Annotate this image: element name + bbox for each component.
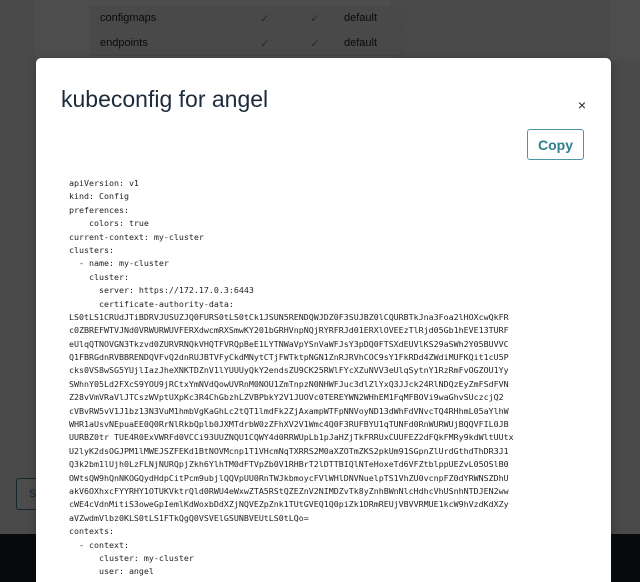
code-line: UURBZ0tr TUE4R0ExVWRFd0VCCi93UUZNQU1CQWY4d0RRWUpLb1pJaHZjTkFRRUxCUUFEZ2dFQkFMRy9kdWltUUtx	[69, 432, 514, 443]
check-icon[interactable]: ✓	[310, 12, 320, 25]
code-line: preferences:	[69, 204, 129, 215]
code-line: cks0VS8wSG5YUjlIazJheXNKTDZnV1lYUUUyQkY2endsZU9CK25RWlFYcXZuNVV3eUlqSytnY1RzRmFvOGZOU1Yy	[69, 365, 509, 376]
code-line: colors: true	[69, 218, 149, 229]
close-icon[interactable]: ×	[577, 97, 587, 113]
code-line: akV6OXhxcFYYRHY1OTUKVktrQld0RWU4eWxwZTA5RStQZEZnV2NIMDZvTk8yZnhBWnNlcHdhcVhUSnhNTDJEN2ww	[69, 485, 509, 496]
code-line: cVBvRW5vV1J1bz13N3VuM1hmbVgKaGhLc2tQT1lmdFk2ZjAxampWTFpNNVoyND13dWhFdVNvcTQ4RHhmL05aYlhW	[69, 405, 509, 416]
code-line: c0ZBREFWTVJNd0VRWURWUVFERXdwcmRXSmwKY201bGRHVnpNQjRYRFRJd01ERXlOVEEzTlRjd05Gb1hEVE13TURF	[69, 325, 509, 336]
code-line: eUlqQTNOVGN3Tkzvd0ZURVRNQkVHQTFVRQpBeE1LYTNWaVpYSnVaWFJsY3pDQ0FTSXdEUVlKS29aSWh2Y05BUVVC	[69, 338, 509, 349]
code-line: Q3k2bm1lUjh0LzFLNjNURQpjZkh6YlhTM0dFTVpZb0V1RHBrT2lDTTBIQlNTeHoxeTd6VFZtblppUEZvL05OSlB0	[69, 459, 509, 470]
resource-namespace: default	[343, 37, 377, 49]
code-line: - name: my-cluster	[69, 258, 169, 269]
code-line: OWtsQW9hQnNKOGQydHdpCitPcm9ubjlQQVpUU0RnTWJkbmoycFVlWHlDNVNuelpTS1VhZU0vcnpFZ0dYRWNSZDhU	[69, 472, 509, 483]
code-line: SWhnY05Ld2FXcS9YOU9jRCtxYmNVdQowUVRnM0NOU1ZmTnpzN0NHWFJuc3dlZlYxQ3JJck24RlNDQzEyZmFSdFVN	[69, 378, 509, 389]
background-button[interactable]: S	[16, 478, 38, 510]
code-line: U2lyK2dsOGJPM1lMWEJSZFEKd1BtNOVMcnp1T1VHcmNqTXRRS2M0aXZOTmZKS2pkUm91SGpnZlUrdGthdThDR3J1	[69, 445, 509, 456]
resource-namespace: default	[343, 12, 377, 24]
code-line: user: angel	[69, 566, 154, 577]
code-line: cluster:	[69, 271, 129, 282]
code-line: kind: Config	[69, 191, 129, 202]
code-line: aVZwdmVlbz0KLS0tLS1FTkQgQ0VSVElGSUNBVEUtLS0tLQo=	[69, 512, 309, 523]
code-line: apiVersion: v1	[69, 178, 139, 188]
code-line: Z28vVmVRaVlJTCszWVptUXpKc3R4ChGbzhLZVBPbkY2V1JUOVc0TEREYWN2WHhEM1FqMFBOVi9waGhvSUczcjQ2	[69, 392, 504, 403]
code-line: WHR1aUsvNEpuaEE0Q0RrNlRkbQplb0JXMTdrbW0zZFhXV2V1Wmc4Q0F3RUFBYU1qTUNFd0RnWURWUjBQQVFIL0JB	[69, 419, 509, 430]
check-icon[interactable]: ✓	[260, 12, 270, 25]
code-line: server: https://172.17.0.3:6443	[69, 285, 254, 296]
code-line: cWE4cVdnMitiS3oweGpIemlKdWoxbDdXZjNQVEZpZnk1TUtGVEQ1Q0piZk1DRmREUjVBVVRMUE1kcW9hVzdKdXZy	[69, 499, 509, 510]
code-line: cluster: my-cluster	[69, 552, 194, 563]
code-line: Q1FBRGdnRVBBRENDQVFvQ2dnRUJBTVFyCkdMNytCTjFWTktpNGN1ZnRJRVhCOC9sY1FkRDd4ZWdiMUFKQit1cU5P	[69, 352, 509, 363]
code-line: contexts:	[69, 526, 114, 537]
resource-name: endpoints	[100, 37, 148, 49]
code-line: LS0tLS1CRUdJTiBDRVJUSUZJQ0FURS0tLS0tCk1JSUN5RENDQWJDZ0F3SUJBZ0lCQURBTkJna3Foa2lHOXcwQkFR	[69, 311, 509, 322]
kubeconfig-code[interactable]	[69, 177, 581, 579]
kubeconfig-modal	[36, 58, 611, 582]
copy-button[interactable]: Copy	[527, 129, 584, 160]
modal-title: kubeconfig for angel	[61, 86, 269, 112]
check-icon[interactable]: ✓	[260, 37, 270, 50]
code-line: current-context: my-cluster	[69, 231, 204, 242]
code-line: clusters:	[69, 244, 114, 255]
code-line: certificate-authority-data:	[69, 298, 234, 309]
check-icon[interactable]: ✓	[310, 37, 320, 50]
code-line: - context:	[69, 539, 129, 550]
resource-name: configmaps	[100, 12, 157, 24]
